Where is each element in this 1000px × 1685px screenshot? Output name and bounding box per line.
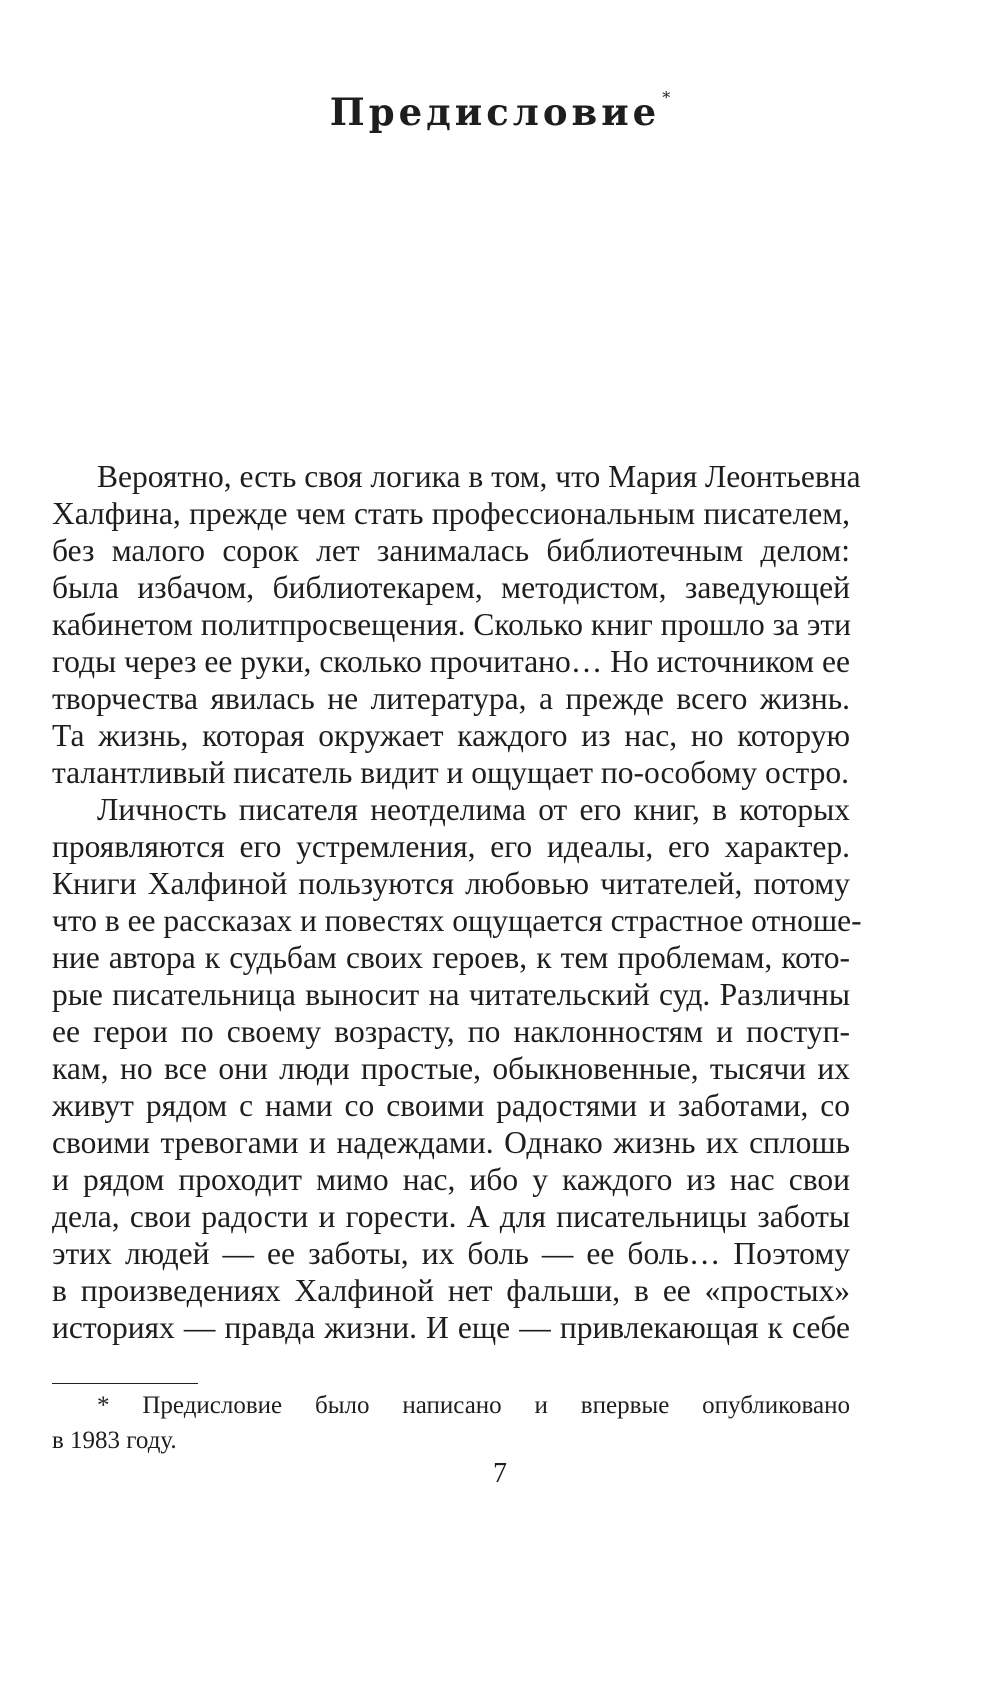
paragraph <box>52 458 861 791</box>
footnote-divider <box>52 1383 198 1384</box>
text-line: Та жизнь, которая окружает каждого из нас, но которую <box>52 718 850 753</box>
text-line: своими тревогами и надеждами. Однако жизнь их сплошь <box>52 1125 850 1160</box>
text-line: была избачом, библиотекарем, методистом, заведующей <box>52 570 850 605</box>
text-line: Книги Халфиной пользуются любовью читателей, потому <box>52 866 850 901</box>
text-line: ние автора к судьбам своих героев, к тем проблемам, кото- <box>52 940 850 975</box>
title-text: Предисловие <box>329 90 661 134</box>
text-line: и рядом проходит мимо нас, ибо у каждого из нас свои <box>52 1162 850 1197</box>
text-line: Личность писателя неотделима от его книг, в которых <box>97 792 850 827</box>
footnote <box>52 1388 850 1458</box>
footnote-line: в 1983 году. <box>52 1427 177 1454</box>
footnote-line: * Предисловие было написано и впервые опубликовано <box>97 1392 850 1419</box>
footnote-marker: * <box>662 88 671 107</box>
text-line: живут рядом с нами со своими радостями и заботами, со <box>52 1088 850 1123</box>
text-line: дела, свои радости и горести. А для писательницы заботы <box>52 1199 850 1234</box>
text-line: Вероятно, есть своя логика в том, что Мария Леонтьевна <box>97 459 861 494</box>
text-line: историях — правда жизни. И еще — привлекающая к себе <box>52 1310 850 1345</box>
text-line: творчества явилась не литература, а прежде всего жизнь. <box>52 681 850 716</box>
text-line: проявляются его устремления, его идеалы, его характер. <box>52 829 850 864</box>
page-number: 7 <box>493 1458 507 1489</box>
text-line: без малого сорок лет занималась библиотечным делом: <box>52 533 850 568</box>
text-line: кам, но все они люди простые, обыкновенные, тысячи их <box>52 1051 850 1086</box>
text-line: кабинетом политпросвещения. Сколько книг прошло за эти <box>52 607 852 642</box>
text-line: что в ее рассказах и повестях ощущается страстное отноше- <box>52 903 862 938</box>
paragraph <box>52 791 862 1346</box>
body-text <box>52 458 862 1346</box>
text-line: Халфина, прежде чем стать профессиональным писателем, <box>52 496 850 531</box>
text-line: годы через ее руки, сколько прочитано… Но источником ее <box>52 644 850 679</box>
text-line: этих людей — ее заботы, их боль — ее боль… Поэтому <box>52 1236 850 1271</box>
text-line: рые писательница выносит на читательский суд. Различны <box>52 977 850 1012</box>
text-line: ее герои по своему возрасту, по наклонностям и поступ- <box>52 1014 850 1049</box>
page-title <box>0 88 1000 134</box>
text-line: талантливый писатель видит и ощущает по-особому остро. <box>52 755 849 790</box>
text-line: в произведениях Халфиной нет фальши, в ее «простых» <box>52 1273 850 1308</box>
